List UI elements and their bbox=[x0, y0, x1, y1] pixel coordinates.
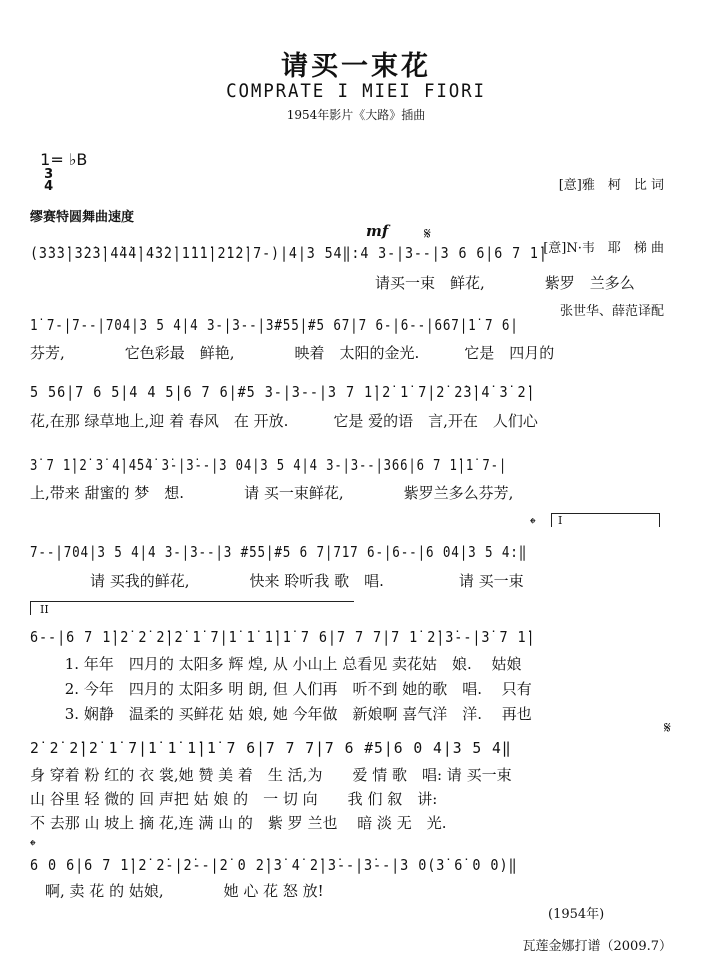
lyric-line-7-verse-1: 身 穿着 粉 红的 衣 裳,她 赞 美 着 生 活,为 爱 情 歌 唱: 请 买一束 bbox=[30, 766, 512, 784]
key-signature bbox=[30, 131, 87, 193]
key-label: 1= ♭B bbox=[40, 150, 88, 169]
year-note: (1954年) bbox=[548, 907, 605, 922]
volta-1-hook bbox=[551, 513, 552, 527]
volta-1-line bbox=[551, 513, 659, 514]
lyric-line-1: 请买一束 鲜花, 紫罗 兰多么 bbox=[30, 274, 635, 292]
volta-1-end bbox=[659, 513, 660, 527]
coda-icon: 𝄌 bbox=[530, 514, 536, 533]
lyric-line-6-verse-1: 1. 年年 四月的 太阳多 辉 煌, 从 小山上 总看见 卖花姑 娘. 姑娘 bbox=[30, 655, 522, 673]
volta-2-line bbox=[30, 601, 354, 602]
composer-credit: [意]N·韦 耶 梯 曲 bbox=[543, 241, 664, 256]
notation-line-3: 5 56|7 6 5|4 4 5|6 7 6|#5 3-|3--|3 7 1̇|2̇ 1̇ 7|2̇ 2̇3̇|4̇ 3̇ 2̇| bbox=[30, 383, 536, 401]
lyric-line-7-verse-2: 山 谷里 轻 微的 回 声把 姑 娘 的 一 切 向 我 们 叙 讲: bbox=[30, 790, 438, 808]
tempo-marking: 缪赛特圆舞曲速度 bbox=[30, 210, 135, 225]
credits bbox=[543, 133, 664, 343]
lyric-line-8: 啊, 卖 花 的 姑娘, 她 心 花 怒 放! bbox=[30, 882, 324, 900]
notation-line-5: 7--|704|3 5 4|4 3-|3--|3 #55|#5 6 7|717 6-|6--|6 04|3 5 4:‖ bbox=[30, 543, 528, 561]
notation-line-8: 6 0 6|6 7 1̇|2̇ 2̇-|2̇--|2̇ 0 2̇|3̇ 4̇ 2̇|3̇--|3̇--|3 0(3̇ 6̇ 0 0)‖ bbox=[30, 856, 518, 874]
lyric-line-6-verse-3: 3. 娴静 温柔的 买鲜花 姑 娘, 她 今年做 新娘啊 喜气洋 洋. 再也 bbox=[30, 705, 532, 723]
notation-line-2: 1̇ 7-|7--|704|3 5 4|4 3-|3--|3#55|#5 67|7 6-|6--|667|1̇ 7 6| bbox=[30, 316, 519, 334]
typist-credit: 瓦莲金娜打谱（2009.7） bbox=[522, 939, 672, 954]
volta-1-label: I bbox=[558, 514, 563, 527]
notation-line-7: 2̇ 2̇ 2̇|2̇ 1̇ 7|1̇ 1̇ 1̇|1̇ 7 6|7 7 7|7 6 #5|6 0 4|3 5 4‖ bbox=[30, 739, 512, 757]
notation-line-4: 3̇ 7 1̇|2̇ 3̇ 4̇|4̇5̇4̇ 3̇-|3̇--|3 04|3 5 4|4 3-|3--|366|6 7 1̇|1̇ 7-| bbox=[30, 456, 508, 474]
notation-line-6: 6--|6 7 1̇|2̇ 2̇ 2̇|2̇ 1̇ 7|1̇ 1̇ 1̇|1̇ 7 6|7 7 7|7 1̇ 2̇|3̇--|3̇ 7 1̇| bbox=[30, 628, 536, 646]
lyric-line-6-verse-2: 2. 今年 四月的 太阳多 明 朗, 但 人们再 听不到 她的歌 唱. 只有 bbox=[30, 680, 532, 698]
lyric-line-2: 芬芳, 它色彩最 鲜艳, 映着 太阳的金光. 它是 四月的 bbox=[30, 344, 555, 362]
segno-icon-2: 𝄋 bbox=[664, 718, 671, 737]
lyric-line-7-verse-3: 不 去那 山 坡上 摘 花,连 满 山 的 紫 罗 兰也 暗 淡 无 光. bbox=[30, 814, 447, 832]
notation-line-1: (3̇3̇3̇|3̇2̇3̇|4̇4̇4̇|4̇3̇2̇|1̇1̇1̇|2̇1̇2̇|7-)|4|3 54‖:4 3-|3--|3 6 6|6 7 1̇| bbox=[30, 244, 548, 262]
lyricist-credit: [意]雅 柯 比 词 bbox=[558, 178, 664, 193]
song-subtitle: COMPRATE I MIEI FIORI bbox=[226, 80, 486, 102]
dynamic-mark: mf bbox=[366, 222, 389, 240]
lyric-line-4: 上,带来 甜蜜的 梦 想. 请 买一束鲜花, 紫罗兰多么芬芳, bbox=[30, 484, 514, 502]
volta-2-hook bbox=[30, 601, 31, 615]
coda-icon-2: 𝄌 bbox=[30, 836, 36, 855]
lyric-line-5: 请 买我的鲜花, 快来 聆听我 歌 唱. 请 买一束 bbox=[30, 572, 524, 590]
film-note: 1954年影片《大路》插曲 bbox=[286, 108, 426, 122]
translator-credit: 张世华、薛范译配 bbox=[559, 304, 664, 319]
song-title: 请买一束花 bbox=[281, 51, 431, 82]
time-signature: 3 4 bbox=[44, 167, 54, 194]
segno-icon: 𝄋 bbox=[424, 224, 431, 243]
lyric-line-3: 花,在那 绿草地上,迎 着 春风 在 开放. 它是 爱的语 言,开在 人们心 bbox=[30, 412, 538, 430]
volta-2-label: II bbox=[40, 603, 49, 616]
